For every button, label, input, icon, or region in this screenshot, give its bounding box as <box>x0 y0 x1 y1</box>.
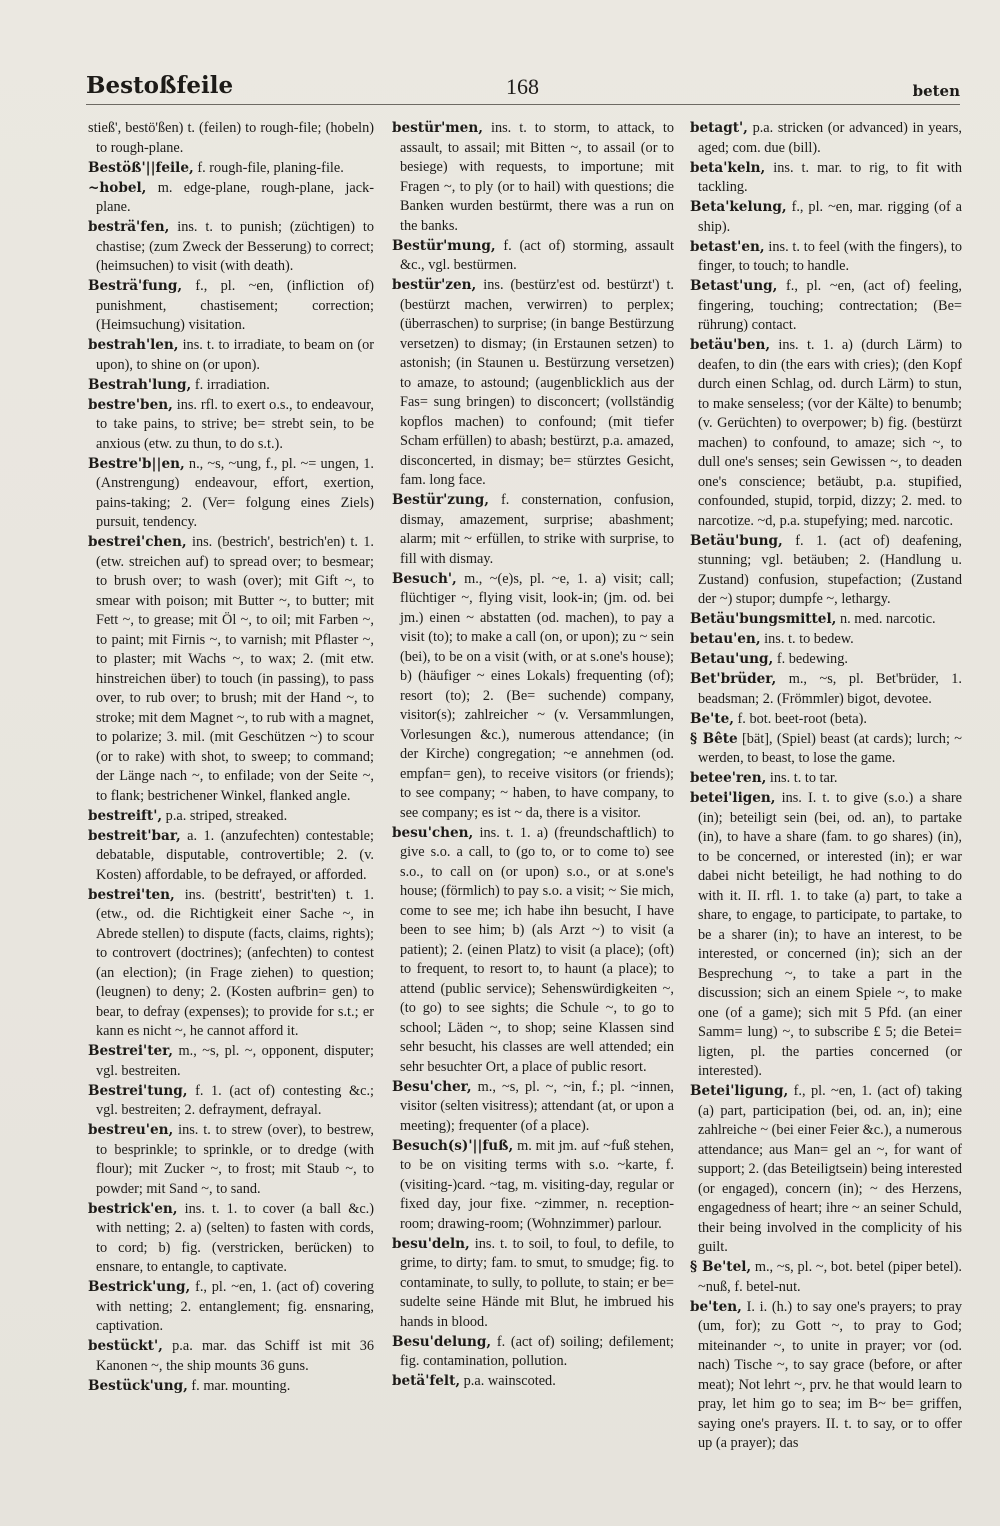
column-2 <box>392 119 674 1475</box>
definition: ins. t. to irradiate, to beam on (or upon), to shine on (or upon). <box>96 337 374 373</box>
headword: betast'en, <box>690 238 765 255</box>
definition: ins. t. to tar. <box>769 770 838 786</box>
dictionary-entry <box>88 179 374 218</box>
headword: bestrick'en, <box>88 1200 178 1217</box>
dictionary-entry <box>392 570 674 824</box>
dictionary-entry <box>392 237 674 276</box>
definition: f. consternation, confusion, dismay, amazement, surprise; abashment; alarm; mit ~ erfüllen, to strike with surprise, to fill with dismay. <box>400 492 674 567</box>
definition: f. 1. (act of) deafening, stunning; vgl. betäuben; 2. (Handlung u. Zustand) confusion, stupefaction; (Zustand der ~) stupor; dumpfe ~, lethargy. <box>698 532 963 607</box>
headword: Bestrei'tung, <box>88 1082 188 1099</box>
headword: betee'ren, <box>690 770 767 786</box>
headword: Besuch', <box>392 570 457 587</box>
header-rule <box>86 104 960 105</box>
dictionary-entry <box>88 1121 374 1199</box>
headword: betäu'ben, <box>690 337 771 353</box>
dictionary-entry <box>392 1137 674 1235</box>
definition: p.a. wainscoted. <box>463 1373 556 1389</box>
headword: § Be'tel, <box>690 1259 752 1275</box>
headword: Be'te, <box>690 710 734 727</box>
definition: ins. (bestritt', bestrit'ten) t. 1. (etw., od. die Richtigkeit einer Sache ~, in Abrede stellen) to dispute (facts, claims, rights); to controvert (doctrines); (anfechten) to contest (an election); (in Frage ziehen) to question; (leugnen) to deny; 2. (Kosten aufbrin= gen) to bear, to defray (expenses); to provide for s.t.; er kann es nicht ~, he cannot afford it. <box>96 886 374 1039</box>
definition: ins. t. to soil, to foul, to defile, to grime, to dirty; fam. to smut, to smudge; fig. to contaminate, to sully, to pollute, to stain; er be= sudelte seine Hände mit Blut, he imbrued his hands in blood. <box>400 1235 674 1330</box>
headword: bestrei'ten, <box>88 886 175 903</box>
headword: Beta'kelung, <box>690 199 787 215</box>
headword: bestrei'chen, <box>88 534 187 550</box>
definition: I. i. (h.) to say one's prayers; to pray (um, for); zu Gott ~, to pray to God; miteinander ~, to unite in prayer; vor (od. nach) Tische ~, to say grace (before, or after meat); Not lehrt ~, prv. he that would learn to pray, let him go to sea; im B~ be= griffen, saying one's prayers. II. t. to say, or to offer up (a prayer); das <box>698 1298 962 1451</box>
definition: f., pl. ~en, 1. (act of) covering with netting; 2. entanglement; fig. ensnaring, captivation. <box>96 1279 374 1334</box>
headword: Bestür'zung, <box>392 492 490 508</box>
definition: n., ~s, ~ung, f., pl. ~= ungen, 1. (Anstrengung) endeavour, effort, exertion, pains-taking; 2. (Ver= folgung eines Ziels) pursuit, tendency. <box>96 455 374 530</box>
definition: ins. t. to feel (with the fingers), to finger, to touch; to handle. <box>698 238 962 274</box>
dictionary-entry <box>690 1298 962 1454</box>
headword: Betei'ligung, <box>690 1083 789 1099</box>
dictionary-entry <box>88 807 374 827</box>
headword: betä'felt, <box>392 1373 461 1389</box>
dictionary-entry <box>392 824 674 1078</box>
dictionary-entry <box>690 670 962 709</box>
column-3 <box>690 119 963 1451</box>
headword: besträ'fen, <box>88 219 170 235</box>
dictionary-entry <box>88 1082 374 1121</box>
headword: Betast'ung, <box>690 278 778 294</box>
dictionary-entry <box>88 827 374 886</box>
dictionary-entry <box>88 336 374 375</box>
headword: § Bête <box>690 730 738 747</box>
definition: m., ~s, pl. ~, ~in, f.; pl. ~innen, visitor (selten visitress); attendant (at, or upon a meeting); frequenter (of a place). <box>400 1078 675 1134</box>
headword: bestre'ben, <box>88 396 173 413</box>
column-1 <box>88 119 374 1469</box>
definition: ins. t. mar. to rig, to fit with tackling. <box>698 159 962 195</box>
headword: betau'en, <box>690 631 761 647</box>
headword: be'ten, <box>690 1298 742 1315</box>
dictionary-entry <box>88 218 374 277</box>
definition: p.a. mar. das Schiff ist mit 36 Kanonen ~, the ship mounts 36 guns. <box>96 1338 374 1374</box>
dictionary-entry <box>690 532 962 610</box>
definition: f., pl. ~en, 1. (act of) taking (a) part, participation (bei, od. an, in); eine zahlreiche ~ (bei einer Feier &c.), a numerous attendance; aus Man= gel an ~, for want of support; 2. (das Beteiligtsein) being interested (or engaged), concern (in); ~ des Herzens, engagedness of heart; ihre ~ an seiner Schuld, their being involved in the complicity of his guilt. <box>698 1083 963 1255</box>
headword: Besu'delung, <box>392 1333 492 1350</box>
dictionary-entry <box>690 336 962 531</box>
dictionary-entry <box>690 630 962 650</box>
dictionary-entry <box>690 789 962 1082</box>
headword: bestrah'len, <box>88 337 179 353</box>
definition: f. bedewing. <box>776 651 848 667</box>
headword: Besu'cher, <box>392 1078 472 1095</box>
dictionary-entry <box>88 886 374 1042</box>
headword: Bestöß'||feile, <box>88 159 194 176</box>
dictionary-entry <box>690 710 962 730</box>
definition: ins. t. 1. a) (freundschaftlich) to give s.o. a call, to (go to, or to come to) see s.o., to call on (or upon) s.o., or at s.one's house; (förmlich) to pay s.o. a visit; ~ Sie mich, come to see me; ich habe ihn besucht, I have been to see him; b) (als Arzt ~) to visit (a patient); 2. (einen Platz) to visit (a place); (oft) to frequent, to resort to, to haunt (a place); to attend (public service); Sehenswürdigkeiten ~, (to go) to see sights; die Schule ~, to go to school; Läden ~, to shop; seine Klassen sind sehr besucht, his classes are well attended; ein sehr besuchter Ort, a place of public resort. <box>400 824 674 1075</box>
definition: f., pl. ~en, (infliction of) punishment, chastisement; correction; (Heimsuchung) visitation. <box>96 278 374 333</box>
dictionary-entry <box>690 650 962 670</box>
definition: f. mar. mounting. <box>191 1377 291 1394</box>
headword: Bestür'mung, <box>392 237 496 254</box>
definition: ins. t. to punish; (züchtigen) to chastise; (zum Zweck der Besserung) to correct; (heimsuchen) to visit (with death). <box>96 219 374 274</box>
headword: Bestrick'ung, <box>88 1279 191 1295</box>
dictionary-entry <box>392 1372 674 1392</box>
headword: Bestre'b||en, <box>88 455 185 472</box>
headword: Besuch(s)'||fuß, <box>392 1137 514 1154</box>
definition: ins. t. to strew (over), to bestrew, to besprinkle; to sprinkle, or to dredge (with flour); mit Zucker ~, to frost; mit Staub ~, to powder; mit Sand ~, to sand. <box>96 1122 374 1197</box>
headword: bestreift', <box>88 807 163 824</box>
dictionary-entry <box>88 1042 374 1081</box>
headword: bestückt', <box>88 1338 163 1354</box>
definition: m., ~(e)s, pl. ~e, 1. a) visit; call; flüchtiger ~, flying visit, look-in; (jm. od. bei jm.) einen ~ abstatten (od. machen), to pay a visit (to); to make a call (on, or upon); zu ~ sein (bei), to be on a visit (with, or at s.one's house); b) (häufiger ~ eines Lokals) frequenting (of); resort (to); 2. (Be= suchende) company, visitor(s); zahlreicher ~ (v. Versammlungen, Vorlesungen &c.), numerous attendance; (in der Kirche) congregation; ~e annehmen (od. empfan= gen), to receive visitors (or friends); to see company; ~ haben, to have company, to see company; es ist ~ da, there is a visitor. <box>400 570 674 821</box>
definition: ins. (bestürz'est od. bestürzt') t. (bestürzt machen, verwirren) to perplex; (überraschen) to surprise; (in bange Bestürzung versetzen) to dismay; (in Erstaunen setzen) to astonish; (in Staunen u. Bestürzung versetzen) to amaze, to astound; (augenblicklich aus der Fas= sung bringen) to disconcert; (vollständig kopflos machen) to confound; (mit tiefer Scham erfüllen) to abash; bestürzt, p.a. amazed, disconcerted, in dismay; be= stürztes Gesicht, fam. long face. <box>400 277 675 488</box>
definition: ins. t. 1. a) (durch Lärm) to deafen, to din (the ears with cries); (den Kopf durch einen Schlag, od. durch Lärm) to stun, to make senseless; (vor der Kälte) to benumb; (v. Gerüchten) to overpower; b) fig. (bestürzt machen) to confound, to amaze; sich ~, to dull one's senses; sein Gewissen ~, to deaden one's conscience; betäubt, p.a. stupified, confounded, stupid, torpid, dizzy; 2. med. to narcotize. ~d, p.a. stupefying; med. narcotic. <box>698 337 963 529</box>
headword: betagt', <box>690 120 748 136</box>
headword: besu'chen, <box>392 824 474 841</box>
definition: p.a. stricken (or advanced) in years, aged; com. due (bill). <box>698 120 962 156</box>
definition: f. (act of) soiling; defilement; fig. contamination, pollution. <box>400 1333 675 1369</box>
dictionary-entry <box>392 119 674 236</box>
definition: n. med. narcotic. <box>839 611 936 627</box>
dictionary-entry <box>690 277 962 336</box>
dictionary-entry <box>88 159 374 179</box>
dictionary-entry <box>392 491 674 569</box>
headword: Bestrah'lung, <box>88 376 192 393</box>
headword: besu'deln, <box>392 1235 470 1252</box>
definition: ins. t. 1. to cover (a ball &c.) with netting; 2. a) (selten) to fasten with cords, to cord; b) fig. (verstricken, berücken) to ensnare, to entangle, to captivate. <box>96 1200 374 1275</box>
headword: Besträ'fung, <box>88 278 183 294</box>
definition: [bät], (Spiel) beast (at cards); lurch; ~ werden, to beast, to lose the game. <box>698 730 962 766</box>
dictionary-entry <box>88 1377 374 1397</box>
headword: Betau'ung, <box>690 651 774 667</box>
dictionary-entry <box>88 277 374 336</box>
left-guide-word: Bestoßfeile <box>86 72 234 99</box>
dictionary-entry <box>690 1082 962 1258</box>
headword: bestreit'bar, <box>88 827 181 844</box>
dictionary-entry <box>88 396 374 455</box>
definition: p.a. striped, streaked. <box>165 807 288 824</box>
dictionary-entry <box>690 238 962 277</box>
definition: m. edge-plane, rough-plane, jack-plane. <box>96 179 374 215</box>
headword: ~hobel, <box>88 179 147 196</box>
right-guide-word: beten <box>912 82 960 100</box>
headword: beta'keln, <box>690 159 766 176</box>
definition: a. 1. (anzufechten) contestable; debatable, disputable, controvertible; 2. (v. Kosten) affordable, to be defrayed, or afforded. <box>96 827 374 883</box>
dictionary-entry <box>690 769 962 789</box>
dictionary-entry <box>88 455 374 533</box>
dictionary-entry <box>690 610 962 630</box>
headword: bestür'men, <box>392 120 483 136</box>
headword: Bet'brüder, <box>690 671 777 687</box>
definition: ins. (bestrich', bestrich'en) t. 1. (etw. streichen auf) to spread over; to besmear; to brush over; to wash (over); mit Gift ~, to smear with poison; mit Butter ~, to butter; mit Fett ~, to grease; mit Öl ~, to oil; mit Farben ~, to paint; mit Firnis ~, to varnish; mit Pflaster ~, to plaster; mit Wachs ~, to wax; 2. (mit etw. hinstreichen über) to touch (in passing), to pass over, to rub over; to brush; mit der Hand ~, to stroke; mit dem Magnet ~, to rub with a magnet, to polarize; 3. mil. (mit Geschützen ~) to scour (or to rake) with shot, to sweep; to command; der Länge nach ~, to enfilade; von der Seite ~, to flank; bestrichener Winkel, flanked angle. <box>96 534 374 804</box>
definition: m., ~s, pl. Bet'brüder, 1. beadsman; 2. (Frömmler) bigot, devotee. <box>698 671 962 707</box>
dictionary-entry <box>690 119 962 158</box>
definition: f. bot. beet-root (beta). <box>737 710 867 727</box>
dictionary-entry <box>690 730 962 769</box>
headword: bestür'zen, <box>392 277 477 293</box>
dictionary-entry <box>690 1258 962 1297</box>
headword: Bestrei'ter, <box>88 1043 174 1059</box>
dictionary-entry <box>88 376 374 396</box>
dictionary-entry <box>88 1337 374 1376</box>
headword: bestreu'en, <box>88 1122 174 1138</box>
dictionary-entry <box>88 533 374 806</box>
definition: f. (act of) storming, assault &c., vgl. bestürmen. <box>400 237 674 273</box>
definition: m., ~s, pl. ~, opponent, disputer; vgl. bestreiten. <box>96 1043 374 1079</box>
dictionary-entry <box>392 1333 674 1372</box>
definition: stieß', bestö'ßen) t. (feilen) to rough-file; (hobeln) to rough-plane. <box>88 120 374 156</box>
dictionary-entry <box>690 159 962 198</box>
dictionary-entry <box>392 276 674 491</box>
dictionary-entry <box>392 1235 674 1333</box>
definition: f., pl. ~en, (act of) feeling, fingering, touching; contrectation; (Be= rührung) contact. <box>698 278 962 333</box>
headword: Betäu'bung, <box>690 532 783 549</box>
definition: f., pl. ~en, mar. rigging (of a ship). <box>698 199 962 235</box>
headword: Betäu'bungsmittel, <box>690 611 837 627</box>
definition: m., ~s, pl. ~, bot. betel (piper betel). ~nuß, f. betel-nut. <box>698 1259 962 1295</box>
headword: Bestück'ung, <box>88 1377 188 1394</box>
running-head <box>86 70 960 106</box>
definition: ins. t. to storm, to attack, to assault, to assail; mit Bitten ~, to assail (or to besiege) with requests, to importune; mit Fragen ~, to ply (or to hail) with questions; die Banken wurden bestürmt, there was a run on the banks. <box>400 120 674 234</box>
definition: f. irradiation. <box>194 376 270 393</box>
definition: f. rough-file, planing-file. <box>197 159 344 176</box>
dictionary-entry <box>88 1278 374 1337</box>
definition: f. 1. (act of) contesting &c.; vgl. bestreiten; 2. defrayment, defrayal. <box>96 1082 374 1118</box>
dictionary-entry <box>690 198 962 237</box>
dictionary-entry <box>88 1200 374 1278</box>
definition: ins. rfl. to exert o.s., to endeavour, to take pains, to strive; be= strebt sein, to be anxious (etw. zu thun, to do s.t.). <box>96 396 374 452</box>
page-number: 168 <box>506 74 539 99</box>
definition: ins. I. t. to give (s.o.) a share (in); beteiligt sein (bei, od. an), to partake (in), to have a share (fam. to go shares) (in), to be concerned, or interested (in); er war dabei nicht beteiligt, he had nothing to do with it. II. rfl. 1. to take (a) part, to take a share, to engage, to participate, to partake, to be a sharer (in); to have an interest, to be interested, or concerned (in); sich an der Besprechung ~, to take a part in the discussion; sich an einem Spiele ~, to make one (of a game); sich mit 5 Pfd. (an einer Samm= lung) ~, to subscribe £ 5; die Betei= ligten, pl. the parties concerned (or interested). <box>698 790 962 1079</box>
dictionary-entry <box>392 1078 674 1137</box>
definition: ins. t. to bedew. <box>764 631 854 647</box>
definition: m. mit jm. auf ~fuß stehen, to be on visiting terms with s.o. ~karte, f. (visiting-)card. ~tag, m. visiting-day, regular or fixed day, jour fixe. ~zimmer, n. reception-room; drawing-room; (Wohnzimmer) parlour. <box>400 1137 674 1232</box>
headword: betei'ligen, <box>690 790 776 806</box>
dictionary-entry <box>88 119 374 158</box>
